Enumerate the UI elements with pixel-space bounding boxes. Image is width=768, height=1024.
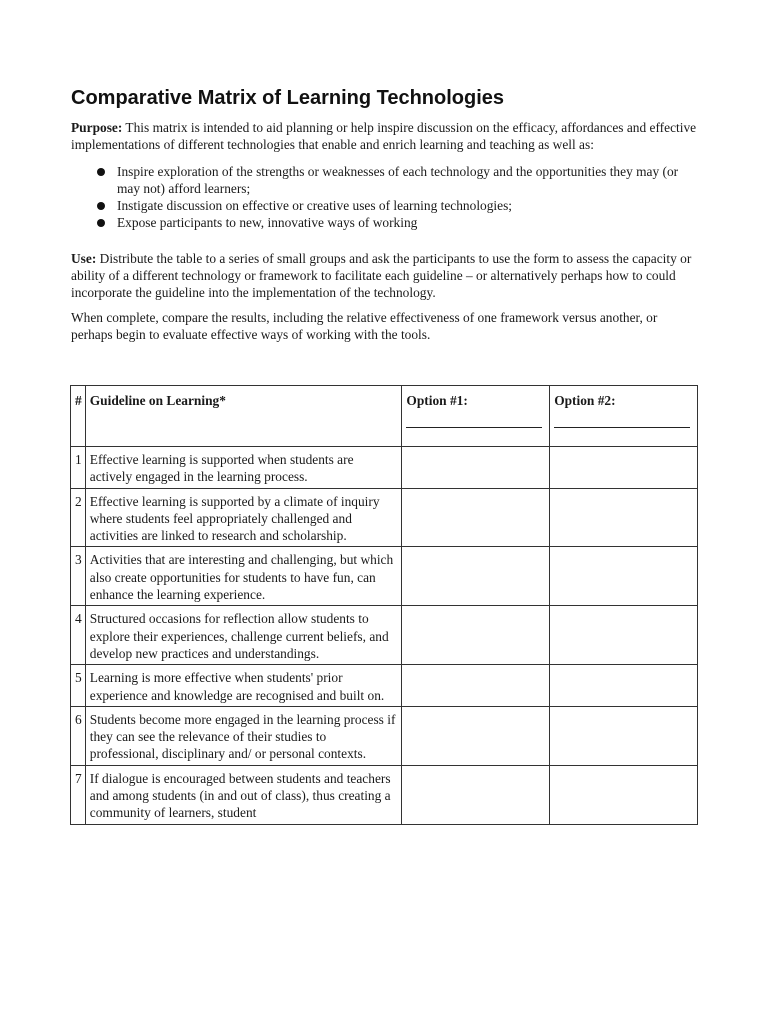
guideline-text: Students become more engaged in the learning process if they can see the relevance of their studies to professional, disciplinary and/ or personal contexts. — [85, 706, 402, 765]
when-complete-paragraph: When complete, compare the results, including the relative effectiveness of one framework versus another, or perhaps begin to evaluate effective ways of working with the tools. — [71, 309, 658, 342]
row-number: 7 — [71, 765, 86, 824]
bullet-item — [71, 197, 699, 214]
comparison-matrix-table — [70, 385, 698, 825]
header-number: # — [71, 386, 86, 447]
table-header-row — [71, 386, 698, 447]
option-1-cell[interactable] — [402, 547, 550, 606]
table-row — [71, 606, 698, 665]
option-2-cell[interactable] — [550, 706, 698, 765]
row-number: 3 — [71, 547, 86, 606]
option-1-cell[interactable] — [402, 706, 550, 765]
option-2-name-blank[interactable] — [554, 427, 690, 428]
option-2-cell[interactable] — [550, 765, 698, 824]
guideline-text: If dialogue is encouraged between students and teachers and among students (in and out of class), thus creating a community of learners, student — [85, 765, 402, 824]
guideline-text: Effective learning is supported when students are actively engaged in the learning process. — [85, 447, 402, 489]
option-1-cell[interactable] — [402, 447, 550, 489]
option-1-cell[interactable] — [402, 606, 550, 665]
guideline-text: Effective learning is supported by a climate of inquiry where students feel appropriately challenged and activities are linked to research and scholarship. — [85, 488, 402, 547]
purpose-text: This matrix is intended to aid planning or help inspire discussion on the efficacy, affordances and effective implementations of different technologies that enable and enrich learning and teaching as well as: — [71, 120, 697, 153]
document-page — [71, 84, 699, 343]
purpose-label: Purpose: — [71, 120, 123, 135]
option-1-label: Option #1: — [406, 393, 468, 408]
option-2-cell[interactable] — [550, 447, 698, 489]
row-number: 2 — [71, 488, 86, 547]
bullet-dot-icon — [97, 219, 105, 227]
use-label: Use: — [71, 250, 97, 266]
option-2-cell[interactable] — [550, 665, 698, 707]
row-number: 1 — [71, 447, 86, 489]
bullet-item — [71, 214, 699, 231]
table-row — [71, 447, 698, 489]
guideline-text: Structured occasions for reflection allow students to explore their experiences, challenge current beliefs, and develop new practices and understandings. — [85, 606, 402, 665]
bullet-text: Inspire exploration of the strengths or weaknesses of each technology and the opportunities they may (or may not) afford learners; — [117, 163, 679, 196]
option-1-cell[interactable] — [402, 488, 550, 547]
option-1-cell[interactable] — [402, 665, 550, 707]
table-row — [71, 665, 698, 707]
row-number: 4 — [71, 606, 86, 665]
table-row — [71, 706, 698, 765]
purpose-bullet-list — [71, 163, 699, 232]
bullet-item — [71, 163, 699, 198]
option-2-label: Option #2: — [554, 393, 616, 408]
option-2-cell[interactable] — [550, 488, 698, 547]
bullet-text: Expose participants to new, innovative ways of working — [117, 215, 418, 231]
bullet-dot-icon — [97, 202, 105, 210]
header-option-1 — [402, 386, 550, 447]
option-2-cell[interactable] — [550, 606, 698, 665]
option-1-name-blank[interactable] — [406, 427, 542, 428]
purpose-paragraph — [71, 119, 699, 154]
bullet-text: Instigate discussion on effective or creative uses of learning technologies; — [117, 198, 513, 214]
header-guideline: Guideline on Learning* — [85, 386, 402, 447]
header-option-2 — [550, 386, 698, 447]
use-paragraph — [71, 250, 699, 302]
option-2-cell[interactable] — [550, 547, 698, 606]
table-row — [71, 547, 698, 606]
table-row — [71, 765, 698, 824]
guideline-text: Learning is more effective when students' prior experience and knowledge are recognised and built on. — [85, 665, 402, 707]
table-row — [71, 488, 698, 547]
row-number: 6 — [71, 706, 86, 765]
page-title: Comparative Matrix of Learning Technologies — [71, 87, 505, 109]
bullet-dot-icon — [97, 168, 105, 176]
use-text: Distribute the table to a series of small groups and ask the participants to use the form to assess the capacity or ability of a different technology or framework to facilitate each guideline – or alternatively perhaps how to could incorporate the guideline into the implementation of the technology. — [71, 250, 692, 301]
guideline-text: Activities that are interesting and challenging, but which also create opportunities for students to have fun, can enhance the learning experience. — [85, 547, 402, 606]
option-1-cell[interactable] — [402, 765, 550, 824]
row-number: 5 — [71, 665, 86, 707]
